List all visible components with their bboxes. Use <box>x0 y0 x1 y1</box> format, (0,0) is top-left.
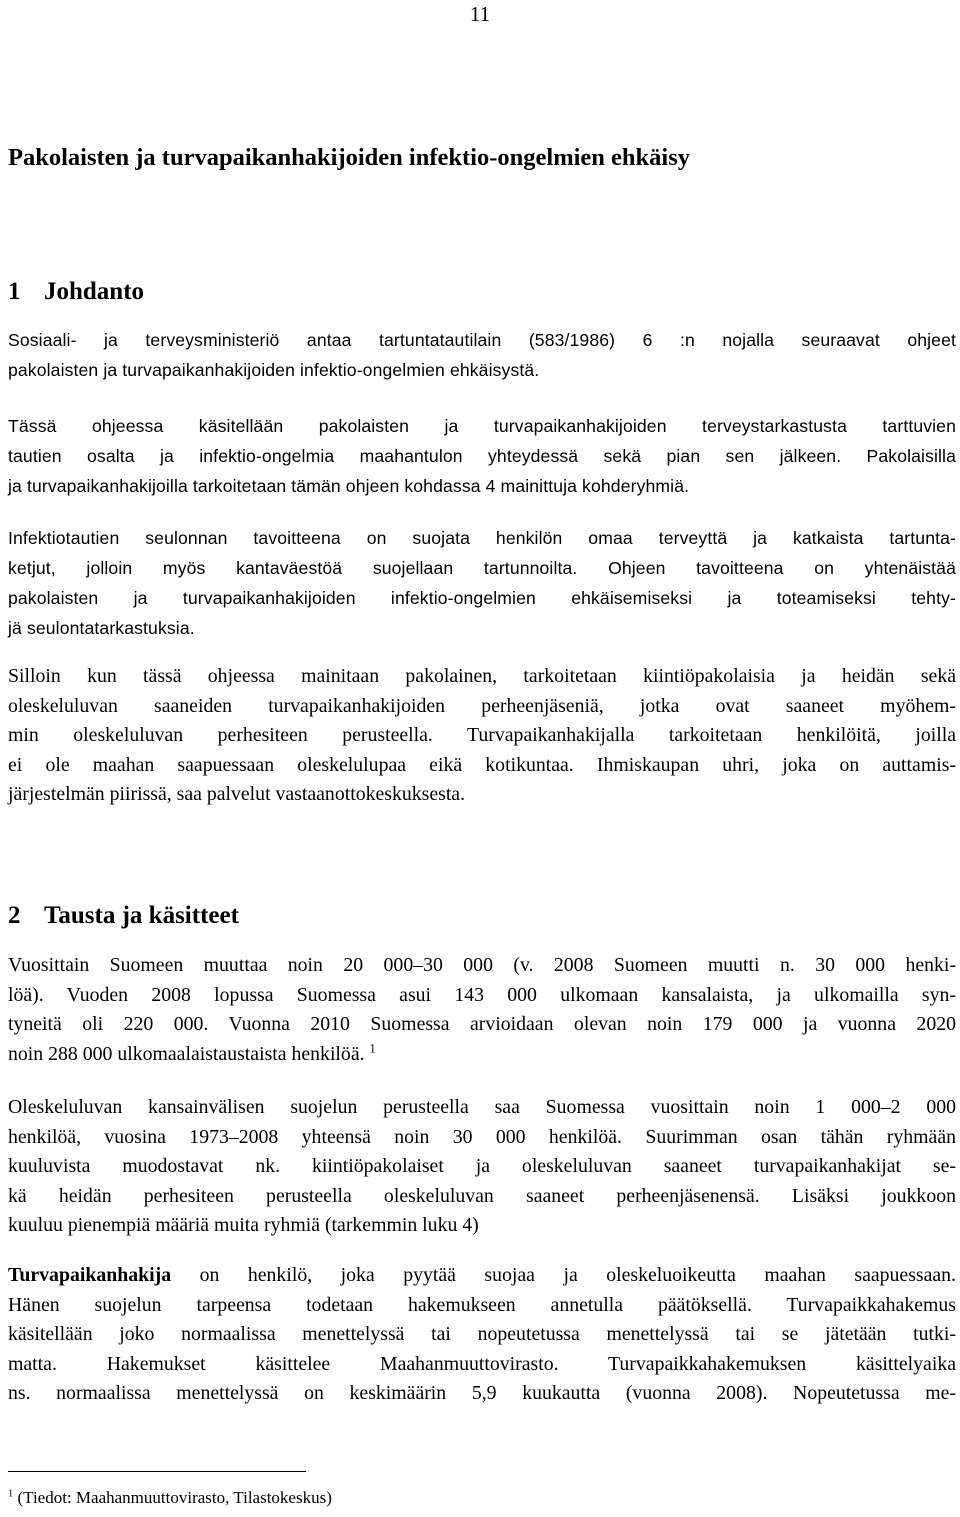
line-text: noin 288 000 ulkomaalaistaustaista henkilöä. <box>8 1042 370 1065</box>
document-title: Pakolaisten ja turvapaikanhakijoiden infektio-ongelmien ehkäisy <box>8 144 691 171</box>
paragraph-asylum-seeker <box>8 1261 956 1409</box>
paragraph-definitions <box>8 662 956 810</box>
text-line: ei ole maahan saapuessaan oleskelulupaa eikä kotikuntaa. Ihmiskaupan uhri, joka on auttamis- <box>8 753 956 776</box>
paragraph-legal-basis <box>8 325 956 385</box>
text-line: ketjut, jolloin myös kantaväestöä suojellaan tartunnoilta. Ohjeen tavoitteena on yhtenäistää <box>8 558 956 578</box>
footnote-marker: 1 <box>8 1488 14 1500</box>
text-line: Sosiaali- ja terveysministeriö antaa tartuntatautilain (583/1986) 6 :n nojalla seuraavat ohjeet <box>8 330 956 350</box>
page-number: 11 <box>469 2 491 26</box>
text-line: Oleskeluluvan kansainvälisen suojelun perusteella saa Suomessa vuosittain noin 1 000–2 000 <box>8 1096 956 1118</box>
text-line: Vuosittain Suomeen muuttaa noin 20 000–30 000 (v. 2008 Suomeen muutti n. 30 000 henki- <box>8 954 956 976</box>
section-number: 1 <box>8 278 21 305</box>
text-line: tautien osalta ja infektio-ongelmia maahantulon yhteydessä sekä pian sen jälkeen. Pakolaisilla <box>8 446 956 466</box>
text-line: min oleskeluluvan perhesiteen perusteella. Turvapaikanhakijalla tarkoitetaan henkilöitä, joilla <box>8 724 956 747</box>
paragraph-migration-stats <box>8 951 956 1069</box>
paragraph-screening-goal <box>8 523 956 643</box>
footnote-reference: 1 <box>369 1041 376 1056</box>
text-line <box>8 1040 956 1070</box>
text-line: jä seulontatarkastuksia. <box>8 618 195 638</box>
text-line: henkilöä, vuosina 1973–2008 yhteensä noin 30 000 henkilöä. Suurimman osan tähän ryhmään <box>8 1125 956 1148</box>
paragraph-scope <box>8 411 956 501</box>
footnote <box>8 1488 332 1508</box>
section-1-heading <box>8 278 144 306</box>
text-line: käsitellään joko normaalissa menettelyssä tai nopeutetussa menettelyssä tai se jätetään tutki- <box>8 1323 956 1346</box>
section-number: 2 <box>8 902 21 929</box>
section-title: Tausta ja käsitteet <box>44 902 239 929</box>
text-line: ja turvapaikanhakijoilla tarkoitetaan tämän ohjeen kohdassa 4 mainittuja kohderyhmiä. <box>8 476 690 496</box>
text-line: Hänen suojelun tarpeensa todetaan hakemukseen annetulla päätöksellä. Turvapaikkahakemus <box>8 1293 956 1316</box>
text-line: matta. Hakemukset käsittelee Maahanmuuttovirasto. Turvapaikkahakemuksen käsittelyaika <box>8 1352 956 1375</box>
text-line: löä). Vuoden 2008 lopussa Suomessa asui 143 000 ulkomaan kansalaista, ja ulkomailla syn- <box>8 983 956 1006</box>
section-2-heading <box>8 902 239 930</box>
footnote-divider <box>8 1471 306 1472</box>
text-line: pakolaisten ja turvapaikanhakijoiden infektio-ongelmien ehkäisemiseksi ja toteamiseksi tehty- <box>8 588 956 608</box>
text-line: Silloin kun tässä ohjeessa mainitaan pakolainen, tarkoitetaan kiintiöpakolaisia ja heidän sekä <box>8 665 956 687</box>
text-line: oleskeluluvan saaneiden turvapaikanhakijoiden perheenjäseniä, jotka ovat saaneet myöhem- <box>8 694 956 717</box>
defined-term: Turvapaikanhakija <box>8 1264 172 1286</box>
section-title: Johdanto <box>44 278 145 305</box>
text-line: tyneitä oli 220 000. Vuonna 2010 Suomessa arvioidaan olevan noin 179 000 ja vuonna 2020 <box>8 1013 956 1036</box>
text-line: kuuluvista muodostavat nk. kiintiöpakolaiset ja oleskeluluvan saaneet turvapaikanhakijat se- <box>8 1155 956 1178</box>
line-text: on henkilö, joka pyytää suojaa ja oleskeluoikeutta maahan saapuessaan. <box>171 1264 956 1286</box>
paragraph-refugee-numbers <box>8 1093 956 1241</box>
text-line: Infektiotautien seulonnan tavoitteena on suojata henkilön omaa terveyttä ja katkaista tartunta- <box>8 528 956 548</box>
footnote-text: (Tiedot: Maahanmuuttovirasto, Tilastokeskus) <box>13 1488 332 1507</box>
text-line: kuuluu pienempiä määriä muita ryhmiä (tarkemmin luku 4) <box>8 1214 479 1237</box>
text-line: pakolaisten ja turvapaikanhakijoiden infektio-ongelmien ehkäisystä. <box>8 360 540 380</box>
text-line: ns. normaalissa menettelyssä on keskimäärin 5,9 kuukautta (vuonna 2008). Nopeutetussa me- <box>8 1382 956 1405</box>
text-line <box>8 1261 956 1291</box>
text-line: Tässä ohjeessa käsitellään pakolaisten ja turvapaikanhakijoiden terveystarkastusta tarttuvien <box>8 416 956 436</box>
text-line: järjestelmän piirissä, saa palvelut vastaanottokeskuksesta. <box>8 783 466 806</box>
text-line: kä heidän perhesiteen perusteella oleskeluluvan saaneet perheenjäsenensä. Lisäksi joukkoon <box>8 1184 956 1207</box>
